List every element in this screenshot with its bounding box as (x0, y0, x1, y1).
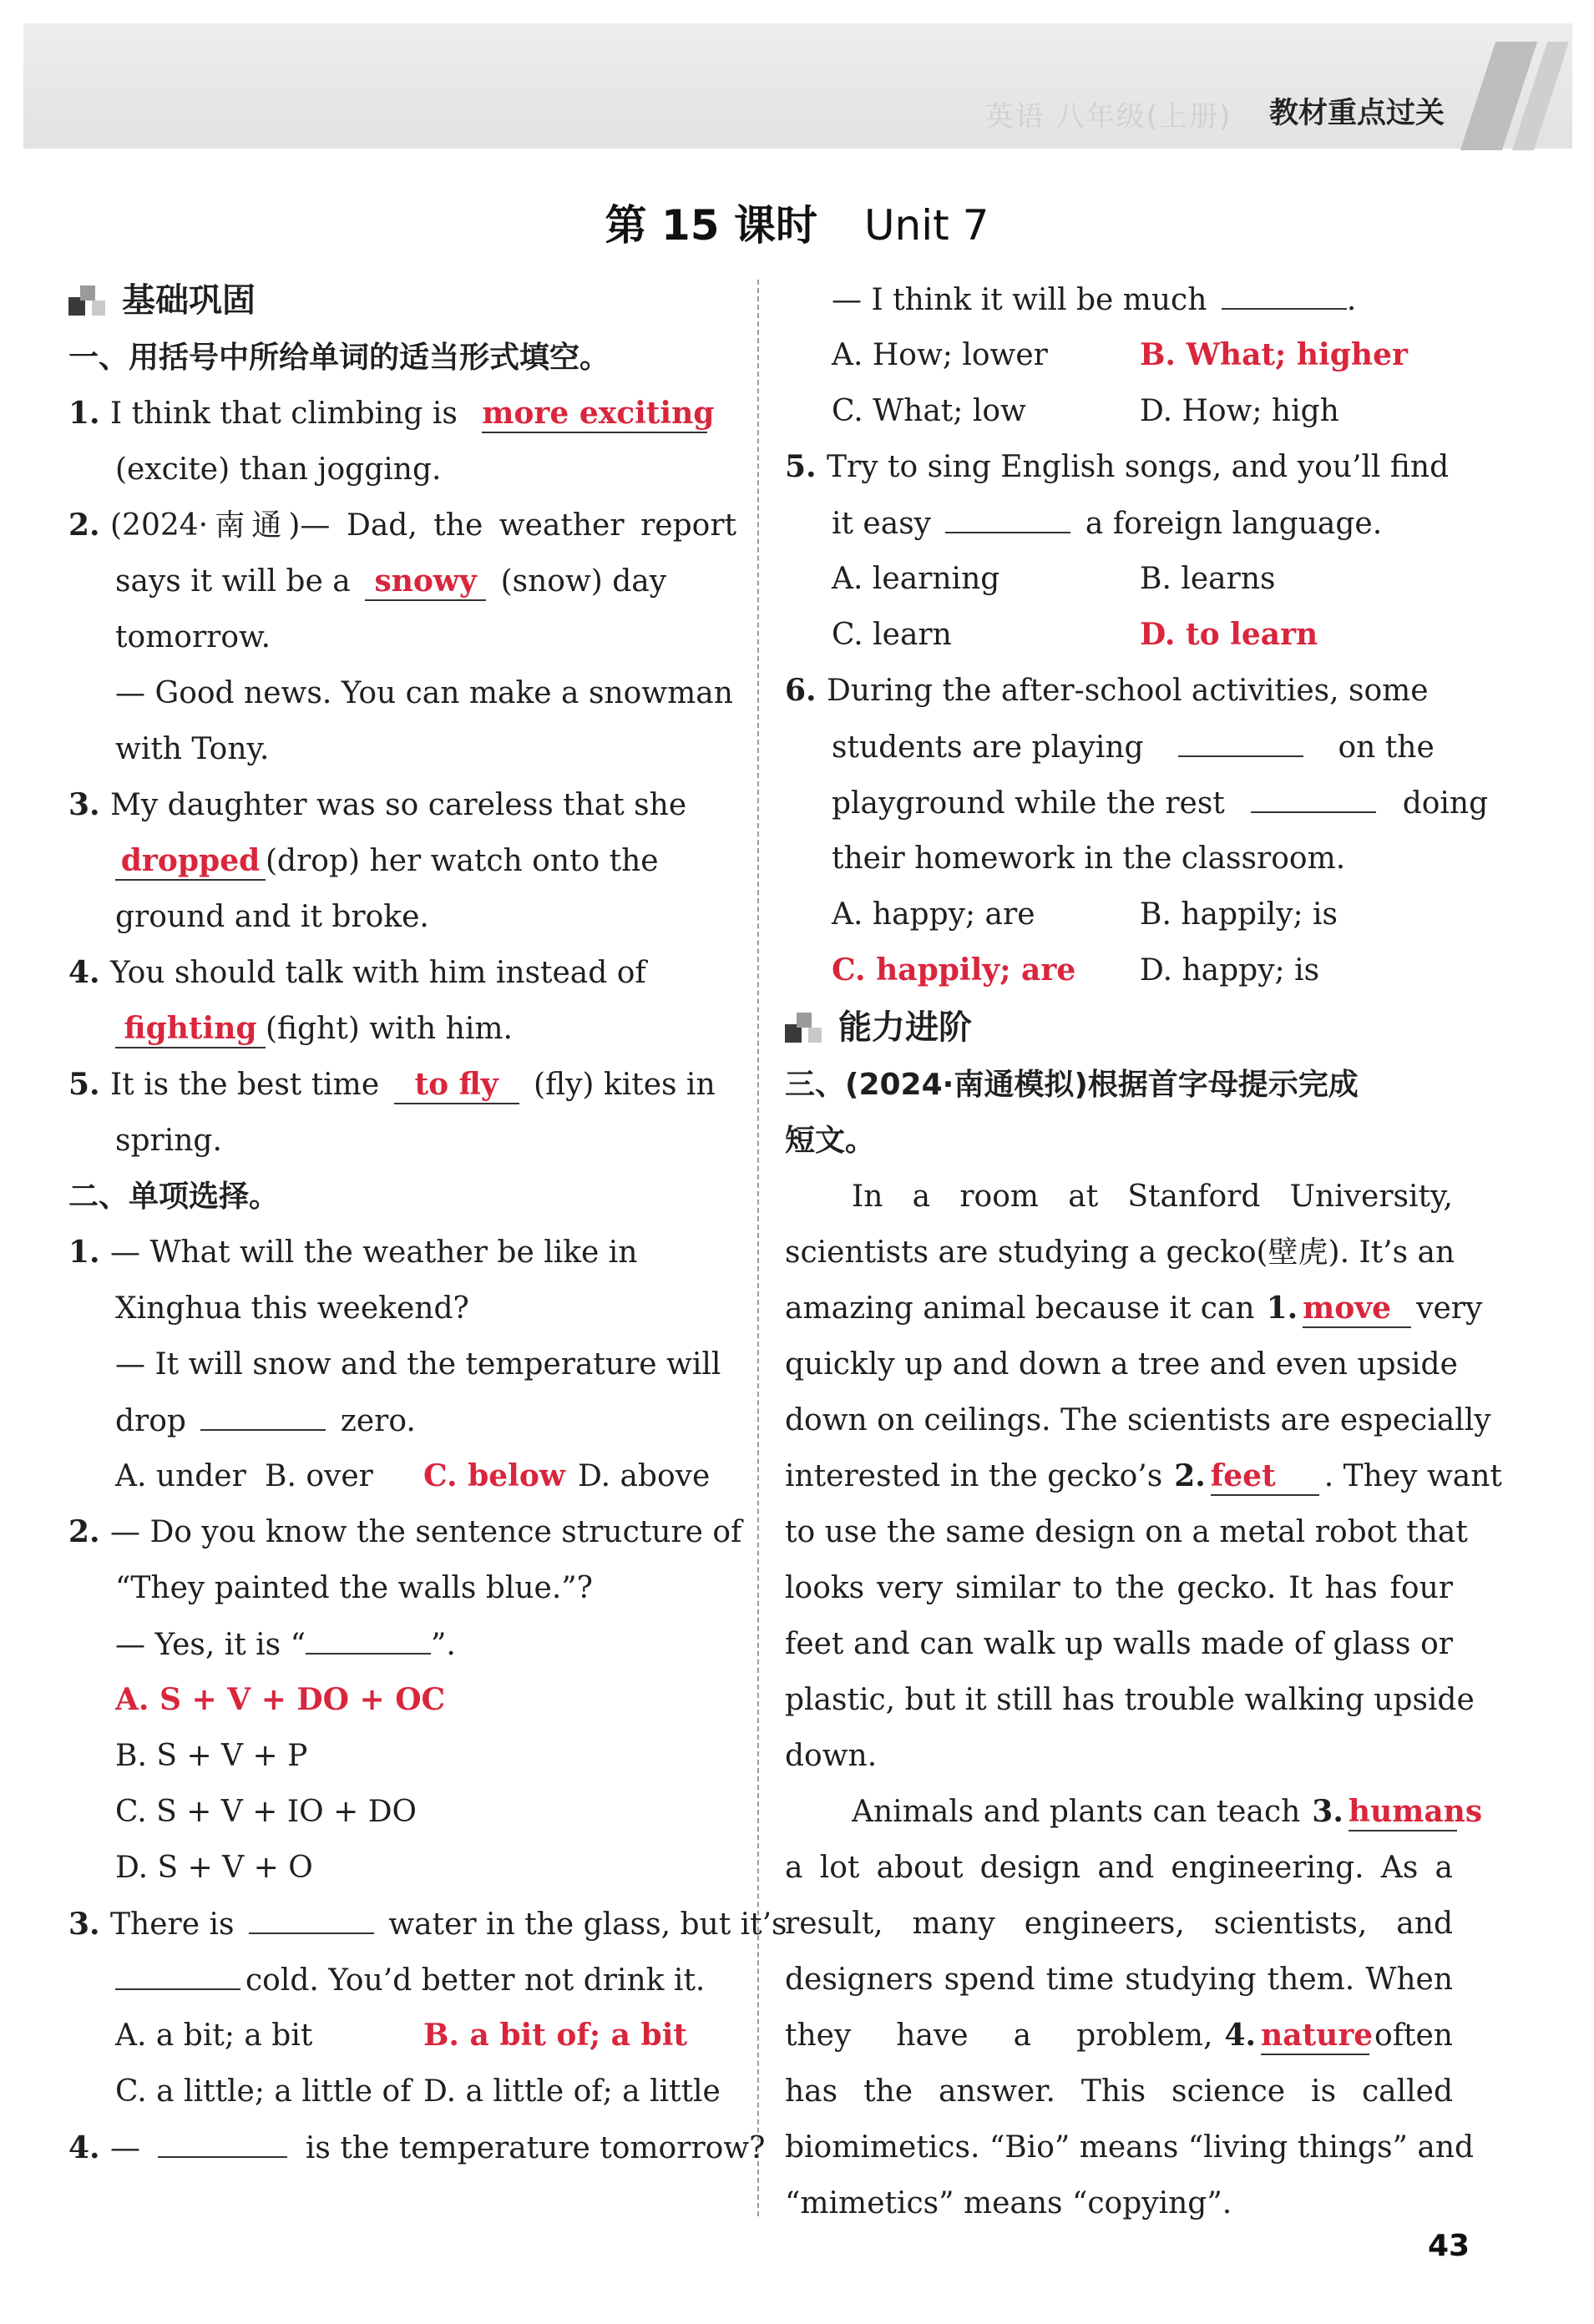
question-number: 5. (68, 1067, 100, 1102)
question-line (68, 1225, 736, 1281)
option: C. learn (832, 618, 952, 652)
question-number: 5. (785, 449, 817, 484)
question-line (785, 495, 1453, 551)
question-line (68, 1952, 736, 2008)
blank (1222, 271, 1347, 310)
question-number: 3. (68, 1907, 100, 1942)
passage-line: designers spend time studying them. When (785, 1963, 1453, 1997)
answer-blank: humans (1349, 1793, 1457, 1831)
option: B. S + V + P (115, 1739, 308, 1773)
options-line (785, 887, 1453, 942)
question-text: (snow) day (500, 564, 667, 599)
option-correct: C. happily; are (832, 952, 1076, 988)
header-faint-text: 英语 八年级(上册) (985, 100, 1232, 134)
question-line (68, 945, 736, 1001)
question-line (68, 1504, 742, 1560)
blank (115, 1952, 240, 1990)
question-line (68, 833, 736, 889)
option: A. under (115, 1459, 246, 1493)
question-text: — Do you know the sentence structure of (110, 1515, 742, 1549)
right-column (785, 271, 1502, 2231)
passage-line: quickly up and down a tree and even upside (785, 1347, 1458, 1382)
question-number: 1. (68, 1235, 100, 1270)
passage-line: result, many engineers, scientists, and (785, 1907, 1453, 1941)
question-line (785, 439, 1453, 495)
question-line: tomorrow. (115, 620, 271, 654)
section-title: 基础巩固 (122, 280, 256, 320)
section-icon (68, 284, 112, 317)
blank-number: 4. (1224, 2018, 1257, 2053)
blank-number: 2. (1174, 1458, 1206, 1493)
option: C. What; low (832, 394, 1026, 428)
option: A. happy; are (832, 897, 1035, 932)
passage-line: scientists are studying a gecko(壁虎). It’s an (785, 1235, 1455, 1270)
question-line (785, 663, 1453, 719)
answer-blank: to fly (394, 1066, 519, 1104)
page-number: 43 (1428, 2229, 1470, 2263)
options-line (785, 607, 1453, 663)
question-text: — What will the weather be like in (110, 1235, 638, 1270)
question-text: playground while the rest (832, 786, 1225, 821)
question-line (68, 1392, 736, 1448)
option-correct: B. What; higher (1140, 337, 1408, 372)
option-correct: D. to learn (1140, 617, 1318, 652)
question-text: I think that climbing is (110, 397, 458, 431)
option: A. learning (832, 562, 1000, 596)
question-line (68, 386, 736, 442)
blank (1251, 775, 1376, 813)
answer-blank: dropped (115, 842, 266, 881)
passage-line: plastic, but it still has trouble walking upside (785, 1683, 1475, 1717)
option: C. S + V + IO + DO (115, 1795, 417, 1829)
unit-label: Unit 7 (863, 201, 989, 250)
options-line (785, 383, 1453, 439)
option: A. a bit; a bit (115, 2018, 313, 2053)
options-line (785, 551, 1453, 607)
section-title: 能力进阶 (838, 1008, 972, 1047)
question-line: — Good news. You can make a snowman (115, 676, 733, 710)
passage (785, 1169, 1502, 2231)
question-text: — I think it will be much (832, 283, 1207, 317)
option-correct: A. S + V + DO + OC (115, 1682, 446, 1717)
option: B. happily; is (1140, 897, 1338, 932)
blank-number: 3. (1312, 1794, 1344, 1829)
passage-line: down on ceilings. The scientists are especially (785, 1403, 1491, 1437)
part-title: 三、(2024·南通模拟)根据首字母提示完成 (785, 1068, 1359, 1102)
blank (158, 2119, 287, 2158)
question-line: Xinghua this weekend? (115, 1291, 469, 1326)
passage-text: interested in the gecko’s (785, 1459, 1163, 1493)
option: D. a little of; a little (423, 2074, 721, 2109)
section-heading (785, 998, 1453, 1057)
blank (945, 495, 1070, 533)
question-line (68, 1616, 736, 1672)
question-line (68, 498, 736, 553)
question-text: on the (1338, 730, 1435, 765)
question-line (68, 1896, 787, 1952)
option-correct: C. below (423, 1458, 565, 1493)
passage-text: very (1416, 1291, 1483, 1326)
answer-blank: fighting (115, 1010, 266, 1048)
options-line (68, 2008, 736, 2064)
passage-line: to use the same design on a metal robot that (785, 1515, 1468, 1549)
question-number: 2. (68, 1514, 100, 1549)
lesson-label: 第 15 课时 (605, 201, 817, 250)
option: D. above (578, 1459, 711, 1493)
question-text: is the temperature tomorrow? (305, 2131, 766, 2165)
question-line (785, 271, 1453, 327)
question-line: with Tony. (115, 732, 270, 766)
passage-line: looks very similar to the gecko. It has four (785, 1571, 1453, 1605)
question-line (68, 1057, 736, 1113)
header-title: 教材重点过关 (1269, 97, 1445, 130)
passage-text: . They want (1323, 1459, 1502, 1493)
question-text: doing (1402, 786, 1489, 821)
section-heading (68, 271, 736, 330)
question-number: 2. (68, 508, 100, 543)
passage-line: down. (785, 1739, 878, 1773)
answer-blank: nature (1261, 2017, 1369, 2055)
question-line (68, 777, 736, 833)
option: B. learns (1140, 562, 1276, 596)
passage-line (785, 1784, 1483, 1840)
blank-number: 1. (1266, 1291, 1298, 1326)
option: D. S + V + O (115, 1851, 313, 1885)
blank (200, 1392, 326, 1431)
question-number: 6. (785, 673, 817, 708)
question-text: drop (115, 1404, 186, 1438)
question-line (785, 775, 1489, 831)
blank (1178, 719, 1303, 757)
question-text: students are playing (832, 730, 1144, 765)
question-line: “They painted the walls blue.”? (115, 1571, 593, 1605)
question-number: 4. (68, 2130, 100, 2165)
question-text: (fight) with him. (266, 1012, 513, 1046)
option: D. happy; is (1140, 953, 1320, 988)
option: B. over (265, 1459, 373, 1493)
question-text: My daughter was so careless that she (110, 788, 687, 822)
question-text: water in the glass, but it’s (388, 1907, 787, 1942)
question-text: It is the best time (110, 1068, 380, 1102)
passage-text: amazing animal because it can (785, 1291, 1255, 1326)
passage-line (785, 1448, 1502, 1504)
question-text: ”. (431, 1628, 456, 1662)
question-text: . (1346, 283, 1357, 317)
passage-text: they have a problem, (785, 2018, 1213, 2053)
part-title: 短文。 (785, 1124, 876, 1158)
left-column (68, 271, 787, 2175)
options-line (68, 1448, 736, 1504)
option-correct: B. a bit of; a bit (423, 2018, 688, 2053)
option: A. How; lower (832, 338, 1048, 372)
blank (306, 1616, 431, 1655)
passage-line: feet and can walk up walls made of glass or (785, 1627, 1453, 1661)
passage-line: a lot about design and engineering. As a (785, 1851, 1453, 1885)
question-line: spring. (115, 1124, 222, 1158)
question-line: ground and it broke. (115, 900, 429, 934)
question-line: their homework in the classroom. (832, 841, 1346, 876)
question-number: 1. (68, 396, 100, 431)
question-line (785, 719, 1453, 775)
question-text: You should talk with him instead of (110, 956, 646, 990)
question-text: it easy (832, 507, 932, 541)
question-number: 4. (68, 955, 100, 990)
question-line (68, 1001, 736, 1057)
question-text: Try to sing English songs, and you’ll find (827, 450, 1450, 484)
question-text: a foreign language. (1085, 507, 1383, 541)
question-line (68, 2119, 766, 2175)
answer-blank: feet (1211, 1458, 1319, 1496)
question-text: During the after-school activities, some (827, 674, 1429, 708)
blank (249, 1896, 374, 1934)
question-text: (2024·南通)— Dad, the weather report (110, 508, 736, 543)
question-text: There is (110, 1907, 235, 1942)
passage-line: In a room at Stanford University, (852, 1180, 1453, 1214)
answer-blank: more exciting (482, 395, 707, 433)
part-title: 一、用括号中所给单词的适当形式填空。 (68, 341, 610, 375)
question-text: (fly) kites in (534, 1068, 716, 1102)
option: C. a little; a little of (115, 2074, 412, 2109)
passage-text: Animals and plants can teach (852, 1795, 1301, 1829)
question-text: cold. You’d better not drink it. (245, 1963, 706, 1998)
question-line: (excite) than jogging. (115, 452, 442, 487)
question-text: (drop) her watch onto the (266, 844, 659, 878)
question-text: — Yes, it is “ (115, 1628, 306, 1662)
page-title (0, 192, 1594, 252)
options-line (68, 2064, 736, 2119)
options-line (785, 942, 1453, 998)
question-text: zero. (340, 1404, 416, 1438)
options-line (785, 327, 1453, 383)
question-text: — (110, 2131, 140, 2165)
passage-line: “mimetics” means “copying”. (785, 2186, 1232, 2220)
question-number: 3. (68, 787, 100, 822)
passage-line (785, 2008, 1453, 2064)
question-text: says it will be a (115, 564, 351, 599)
answer-blank: move (1303, 1290, 1411, 1328)
part-title: 二、单项选择。 (68, 1180, 280, 1214)
passage-line: has the answer. This science is called (785, 2074, 1453, 2109)
option: D. How; high (1140, 394, 1339, 428)
section-icon (785, 1011, 828, 1044)
passage-line (785, 1281, 1483, 1336)
answer-blank: snowy (365, 563, 486, 601)
passage-text: often (1374, 2018, 1453, 2053)
question-line (68, 553, 736, 609)
passage-line: biomimetics. “Bio” means “living things” and (785, 2130, 1475, 2165)
question-line: — It will snow and the temperature will (115, 1347, 721, 1382)
